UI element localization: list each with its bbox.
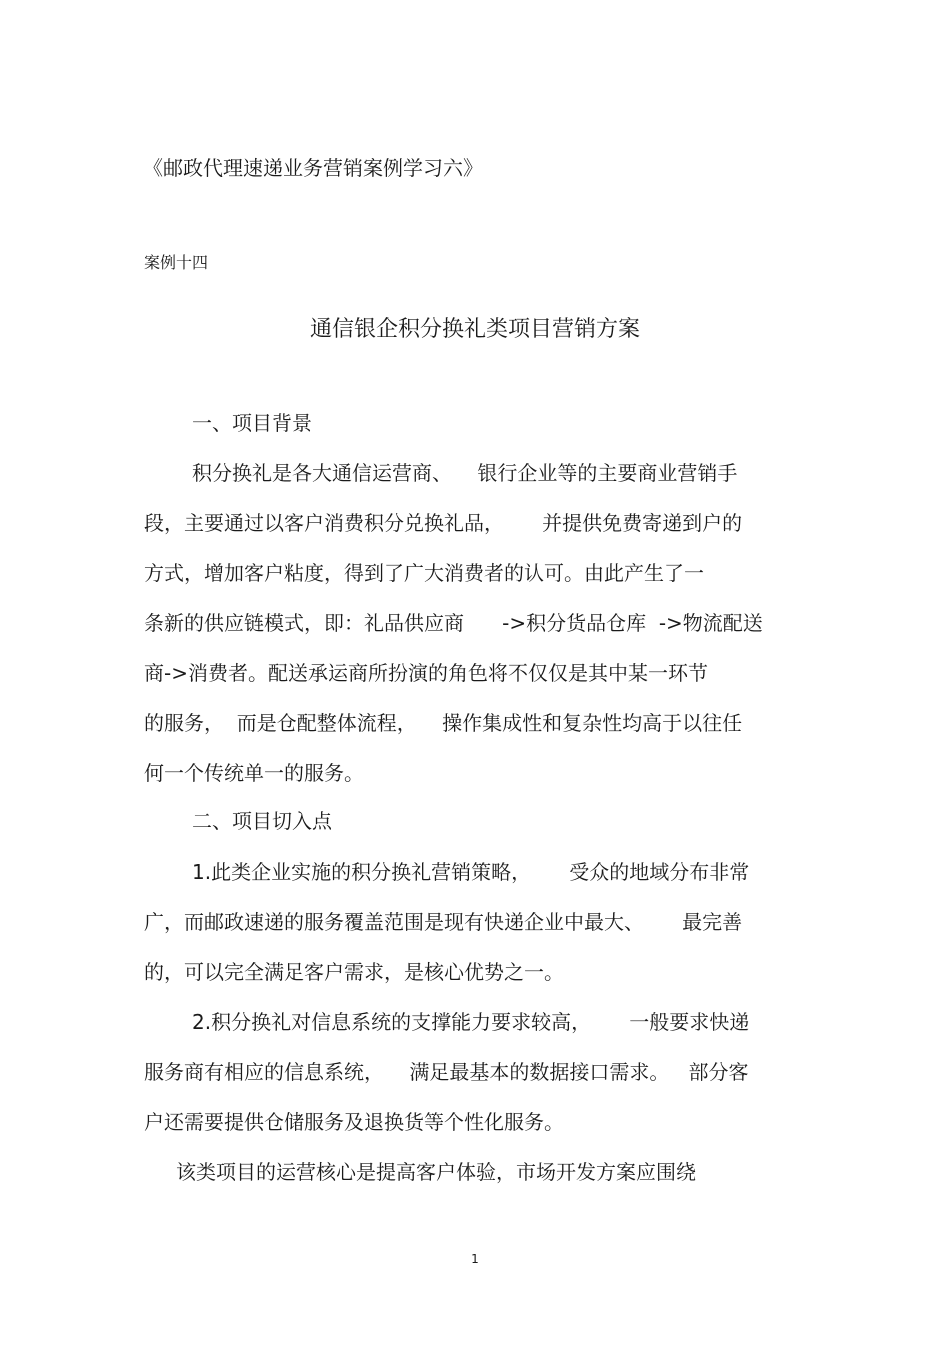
case-title: 通信银企积分换礼类项目营销方案 [309, 317, 640, 342]
case-label: 案例十四 [144, 253, 209, 272]
paragraph-line: 服务商有相应的信息系统， 满足最基本的数据接口需求。 部分客 [144, 1060, 749, 1084]
paragraph-line: 的服务， 而是仓配整体流程， 操作集成性和复杂性均高于以往任 [144, 711, 743, 735]
paragraph-line: 该类项目的运营核心是提高客户体验，市场开发方案应围绕 [176, 1160, 696, 1184]
paragraph-line: 方式，增加客户粘度，得到了广大消费者的认可。由此产生了一 [144, 561, 704, 585]
paragraph-line: 户还需要提供仓储服务及退换货等个性化服务。 [144, 1110, 564, 1134]
paragraph-line: 何一个传统单一的服务。 [144, 761, 364, 785]
paragraph-line: 积分换礼是各大通信运营商、 银行企业等的主要商业营销手 [192, 461, 738, 485]
paragraph-line: 1.此类企业实施的积分换礼营销策略， 受众的地域分布非常 [192, 860, 750, 884]
paragraph-line: 广，而邮政速递的服务覆盖范围是现有快递企业中最大、 最完善 [144, 910, 743, 934]
paragraph-line: 段，主要通过以客户消费积分兑换礼品， 并提供免费寄递到户的 [144, 511, 743, 535]
page-number: 1 [471, 1252, 479, 1266]
paragraph-line: 条新的供应链模式，即：礼品供应商 ->积分货品仓库 ->物流配送 [144, 611, 763, 635]
section-heading-entry-point: 二、项目切入点 [192, 809, 332, 833]
paragraph-line: 商->消费者。配送承运商所扮演的角色将不仅仅是其中某一环节 [144, 661, 708, 685]
paragraph-line: 2.积分换礼对信息系统的支撑能力要求较高， 一般要求快递 [192, 1010, 750, 1034]
paragraph-line: 的，可以完全满足客户需求，是核心优势之一。 [144, 960, 564, 984]
section-heading-background: 一、项目背景 [192, 411, 312, 435]
document-title: 《邮政代理速递业务营销案例学习六》 [143, 156, 483, 180]
